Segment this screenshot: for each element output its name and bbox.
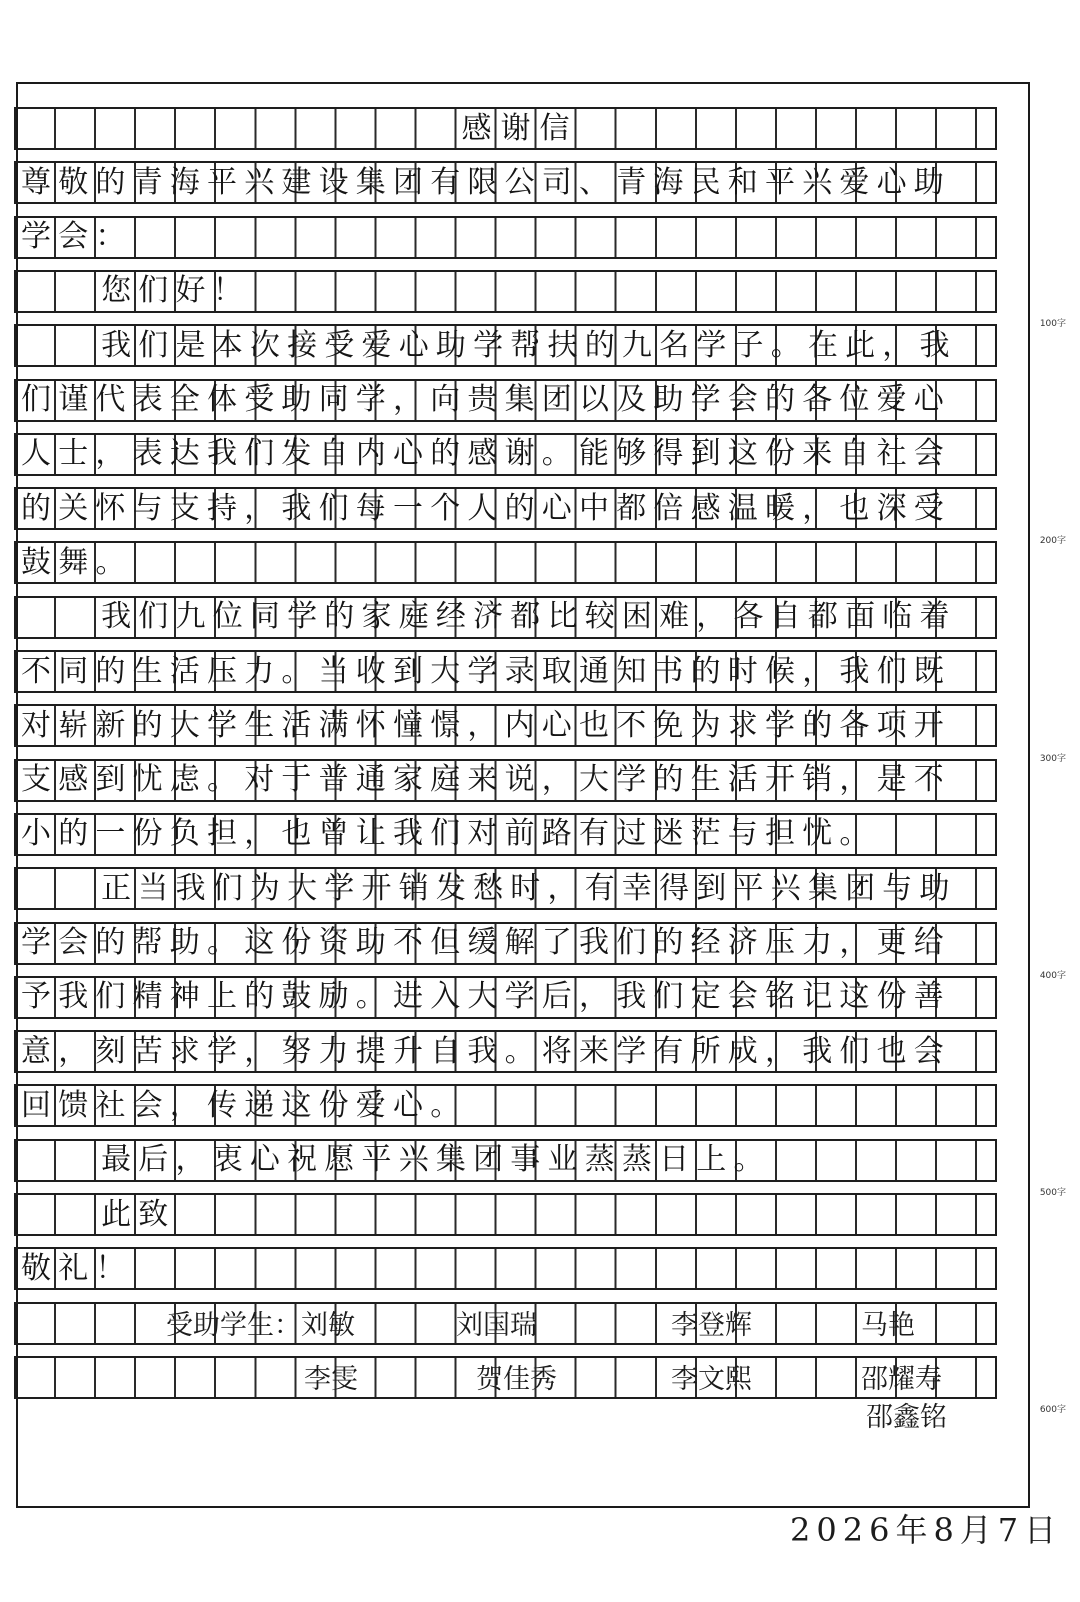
letter-line: 回馈社会，传递这份爱心。 bbox=[21, 1087, 468, 1123]
letter-line: 予我们精神上的鼓励。进入大学后，我们定会铭记这份善 bbox=[21, 979, 951, 1015]
grid-row bbox=[14, 433, 997, 476]
letter-line: 此致 bbox=[101, 1196, 176, 1232]
student-name: 李登辉 bbox=[671, 1309, 752, 1341]
grid-row bbox=[14, 1193, 997, 1236]
student-name: 马艳 bbox=[861, 1309, 915, 1341]
char-count-mark: 600字 bbox=[1039, 1405, 1066, 1416]
student-name: 刘国瑞 bbox=[456, 1309, 537, 1341]
letter-line: 您们好！ bbox=[101, 273, 250, 309]
signature-row bbox=[14, 1302, 997, 1345]
letter-line: 正当我们为大学开销发愁时，有幸得到平兴集团与助 bbox=[101, 870, 957, 906]
letter-date: 2026年8月7日 bbox=[790, 1511, 1063, 1549]
grid-row bbox=[14, 922, 997, 965]
letter-line: 我们是本次接受爱心助学帮扶的九名学子。在此，我 bbox=[101, 327, 957, 363]
char-count-mark: 400字 bbox=[1039, 970, 1066, 981]
letter-line: 的关怀与支持，我们每一个人的心中都倍感温暖，也深受 bbox=[21, 490, 951, 526]
letter-line: 敬礼！ bbox=[21, 1250, 133, 1286]
char-count-mark: 500字 bbox=[1039, 1188, 1066, 1198]
letter-line: 鼓舞。 bbox=[21, 544, 133, 580]
grid-row bbox=[14, 487, 997, 530]
student-name: 贺佳秀 bbox=[476, 1363, 557, 1395]
student-name: 邵耀寿 bbox=[861, 1363, 942, 1395]
letter-line: 意，刻苦求学，努力提升自我。将来学有所成，我们也会 bbox=[21, 1033, 951, 1069]
letter-line: 支感到忧虑。对于普通家庭来说，大学的生活开销，是不 bbox=[21, 762, 951, 798]
grid-row bbox=[14, 1084, 997, 1127]
student-name: 刘敏 bbox=[301, 1309, 355, 1341]
grid-row bbox=[14, 813, 997, 856]
grid-row bbox=[14, 650, 997, 693]
char-count-mark: 200字 bbox=[1039, 536, 1066, 547]
grid-row bbox=[14, 541, 997, 584]
grid-row bbox=[14, 379, 997, 422]
grid-row bbox=[14, 161, 997, 204]
signature-label: 受助学生： bbox=[166, 1309, 301, 1341]
letter-line: 人士，表达我们发自内心的感谢。能够得到这份来自社会 bbox=[21, 436, 951, 472]
grid-row bbox=[14, 976, 997, 1019]
grid-row bbox=[14, 867, 997, 910]
char-count-mark: 100字 bbox=[1039, 319, 1066, 330]
letter-line: 们谨代表全体受助同学，向贵集团以及助学会的各位爱心 bbox=[21, 382, 951, 417]
student-name: 李文熙 bbox=[671, 1363, 752, 1395]
signature-row bbox=[14, 1356, 997, 1433]
grid-row bbox=[14, 324, 997, 367]
grid-row bbox=[14, 759, 997, 802]
letter-line: 最后，衷心祝愿平兴集团事业蒸蒸日上。 bbox=[101, 1142, 771, 1178]
grid-row bbox=[14, 1139, 997, 1182]
title-row bbox=[14, 107, 997, 150]
letter-line: 对崭新的大学生活满怀憧憬，内心也不免为求学的各项开 bbox=[21, 707, 951, 743]
letter-line: 尊敬的青海平兴建设集团有限公司、青海民和平兴爱心助 bbox=[21, 164, 951, 200]
student-name: 李雯 bbox=[304, 1363, 358, 1395]
grid-row bbox=[14, 704, 997, 747]
grid-row bbox=[14, 596, 997, 639]
letter-line: 不同的生活压力。当收到大学录取通知书的时候，我们既 bbox=[21, 653, 951, 689]
student-name: 邵鑫铭 bbox=[866, 1401, 947, 1433]
letter-line: 我们九位同学的家庭经济都比较困难，各自都面临着 bbox=[101, 599, 957, 635]
letter-line: 学会的帮助。这份资助不但缓解了我们的经济压力，更给 bbox=[21, 925, 951, 960]
letter-title: 感谢信 bbox=[461, 110, 579, 146]
letter-line: 学会： bbox=[21, 219, 133, 255]
grid-row bbox=[14, 270, 997, 313]
grid-row bbox=[14, 216, 997, 259]
char-count-mark: 300字 bbox=[1039, 753, 1066, 764]
grid-row bbox=[14, 1030, 997, 1073]
letter-line: 小的一份负担，也曾让我们对前路有过迷茫与担忧。 bbox=[21, 816, 877, 852]
grid-row bbox=[14, 1247, 997, 1290]
